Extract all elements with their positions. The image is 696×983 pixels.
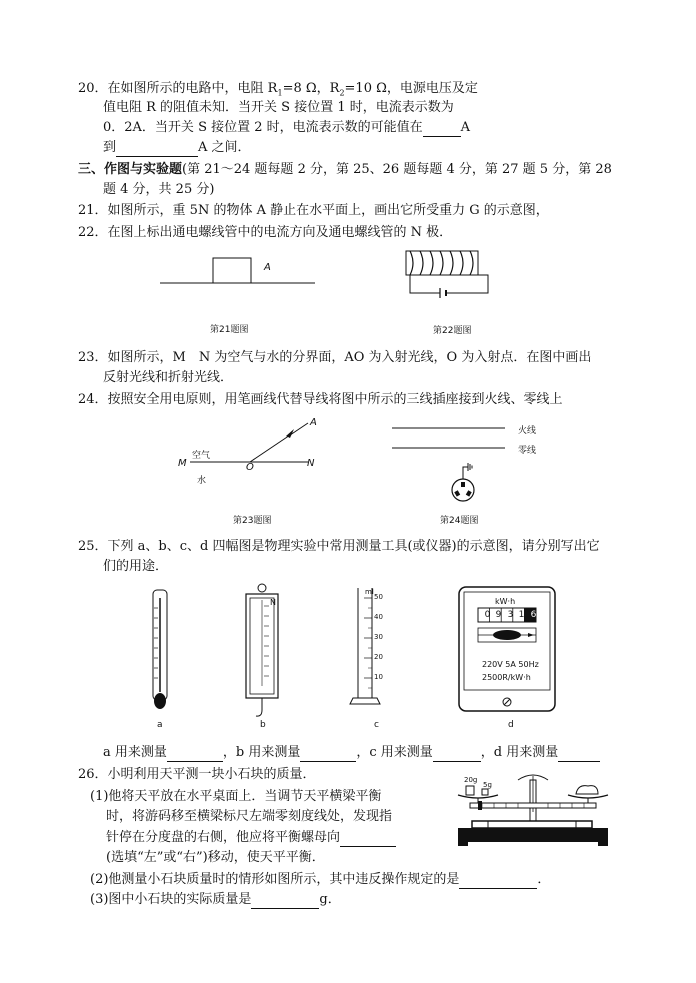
cyl-tick: 20	[374, 653, 383, 661]
q25-line1: 25．下列 a、b、c、d 四幅图是物理实验中常用测量工具(或仪器)的示意图，请分别写出它	[78, 539, 600, 554]
answer-blank[interactable]	[116, 142, 198, 157]
q23-line1: 23．如图所示，M N 为空气与水的分界面，AO 为入射光线，O 为入射点．在图中画出	[78, 350, 592, 365]
answer-blank[interactable]	[433, 747, 481, 762]
fig25-label-d: d	[508, 720, 514, 730]
q26-p1-line2: 时，将游码移至横梁标尺左端零刻度线处，发现指	[106, 809, 393, 824]
fig23-label-water: 水	[197, 476, 207, 486]
fig25-label-c: c	[374, 720, 379, 730]
answer-blank[interactable]	[167, 747, 223, 762]
meter-spec2: 2500R/kW·h	[482, 673, 531, 682]
meter-unit: kW·h	[495, 597, 516, 606]
fig23-label-n: N	[307, 458, 315, 469]
answer-blank[interactable]	[300, 747, 356, 762]
section-title: 三、作图与实验题(第 21～24 题每题 2 分，第 25、26 题每题 4 分，第 27 题 5 分，第 28	[78, 162, 612, 177]
fig23-label-o: O	[246, 462, 254, 473]
meter-digit: 0	[484, 610, 491, 620]
meter-spec1: 220V 5A 50Hz	[482, 660, 539, 669]
cyl-tick: 10	[374, 673, 383, 681]
q26-p1-line1: (1)他将天平放在水平桌面上．当调节天平横梁平衡	[90, 789, 382, 804]
fig25-cyl-unit: ml	[365, 588, 374, 596]
thermometer-figure	[146, 588, 176, 718]
fig24-socket-diagram	[390, 422, 520, 502]
cyl-tick: 50	[374, 593, 383, 601]
q26-p2: (2)他测量小石块质量时的情形如图所示，其中违反操作规定的是 ．	[90, 872, 551, 887]
fig23-label-m: M	[178, 458, 187, 469]
weight-5g: 5g	[483, 781, 492, 789]
q26-p3: (3)图中小石块的实际质量是 g．	[90, 892, 341, 907]
q26-title: 26．小明利用天平测一块小石块的质量．	[78, 767, 316, 782]
spring-scale-figure	[238, 582, 288, 720]
graduated-cylinder-figure	[350, 586, 400, 716]
fig23-label-a: A	[310, 417, 317, 428]
fig22-caption: 第22题图	[433, 326, 472, 336]
q25-answers: a 用来测量 ，b 用来测量 ，c 用来测量 ，d 用来测量	[103, 744, 600, 762]
fig25-spring-unit: N	[270, 598, 276, 607]
q20-line3: 0．2A．当开关 S 接位置 2 时，电流表示数的可能值在 A	[103, 120, 471, 135]
answer-blank[interactable]	[251, 894, 319, 909]
q26-p1-line3: 针停在分度盘的右侧，他应将平衡螺母向	[106, 829, 396, 847]
q26-p1-line4: (选填“左”或“右”)移动，使天平平衡．	[106, 850, 325, 865]
section-desc: 题 4 分，共 25 分)	[103, 182, 215, 197]
fig24-caption: 第24题图	[440, 516, 479, 526]
answer-blank[interactable]	[459, 874, 537, 889]
q24-text: 24．按照安全用电原则，用笔画线代替导线将图中所示的三线插座接到火线、零线上	[78, 392, 563, 407]
q22-text: 22．在图上标出通电螺线管中的电流方向及通电螺线管的 N 极．	[78, 225, 453, 240]
q23-line2: 反射光线和折射光线．	[103, 370, 234, 385]
fig25-label-a: a	[157, 720, 163, 730]
meter-digit: 6	[530, 610, 537, 620]
q20-line1: 20．在如图所示的电路中，电阻 $R_1=8$ Ω，$R_2=10$ Ω，电源电压及定	[78, 81, 478, 98]
cyl-tick: 40	[374, 613, 383, 621]
q25-line2: 们的用途．	[103, 559, 169, 574]
answer-blank[interactable]	[423, 122, 461, 137]
fig23-refraction-diagram	[190, 415, 320, 470]
meter-digit: 1	[518, 610, 525, 620]
fig21-caption: 第21题图	[210, 325, 249, 335]
fig21-diagram	[160, 255, 320, 285]
fig22-solenoid-diagram	[400, 248, 500, 320]
weight-20g: 20g	[464, 776, 478, 784]
fig25-label-b: b	[260, 720, 266, 730]
meter-digit: 3	[507, 610, 514, 620]
cyl-tick: 30	[374, 633, 383, 641]
meter-digit: 9	[495, 610, 502, 620]
answer-blank[interactable]	[558, 747, 600, 762]
answer-blank[interactable]	[340, 832, 396, 847]
fig21-label-a: A	[264, 262, 271, 273]
q20-line4: 到 A 之间．	[103, 140, 251, 155]
fig23-label-air: 空气	[192, 451, 211, 461]
q21-text: 21．如图所示，重 5N 的物体 A 静止在水平面上，画出它所受重力 G 的示意图，	[78, 203, 549, 218]
q20-line2: 值电阻 R 的阻值未知．当开关 S 接位置 1 时，电流表示数为	[103, 100, 454, 115]
fig24-label-zero: 零线	[518, 446, 537, 456]
fig23-caption: 第23题图	[233, 516, 272, 526]
fig24-label-fire: 火线	[518, 426, 537, 436]
